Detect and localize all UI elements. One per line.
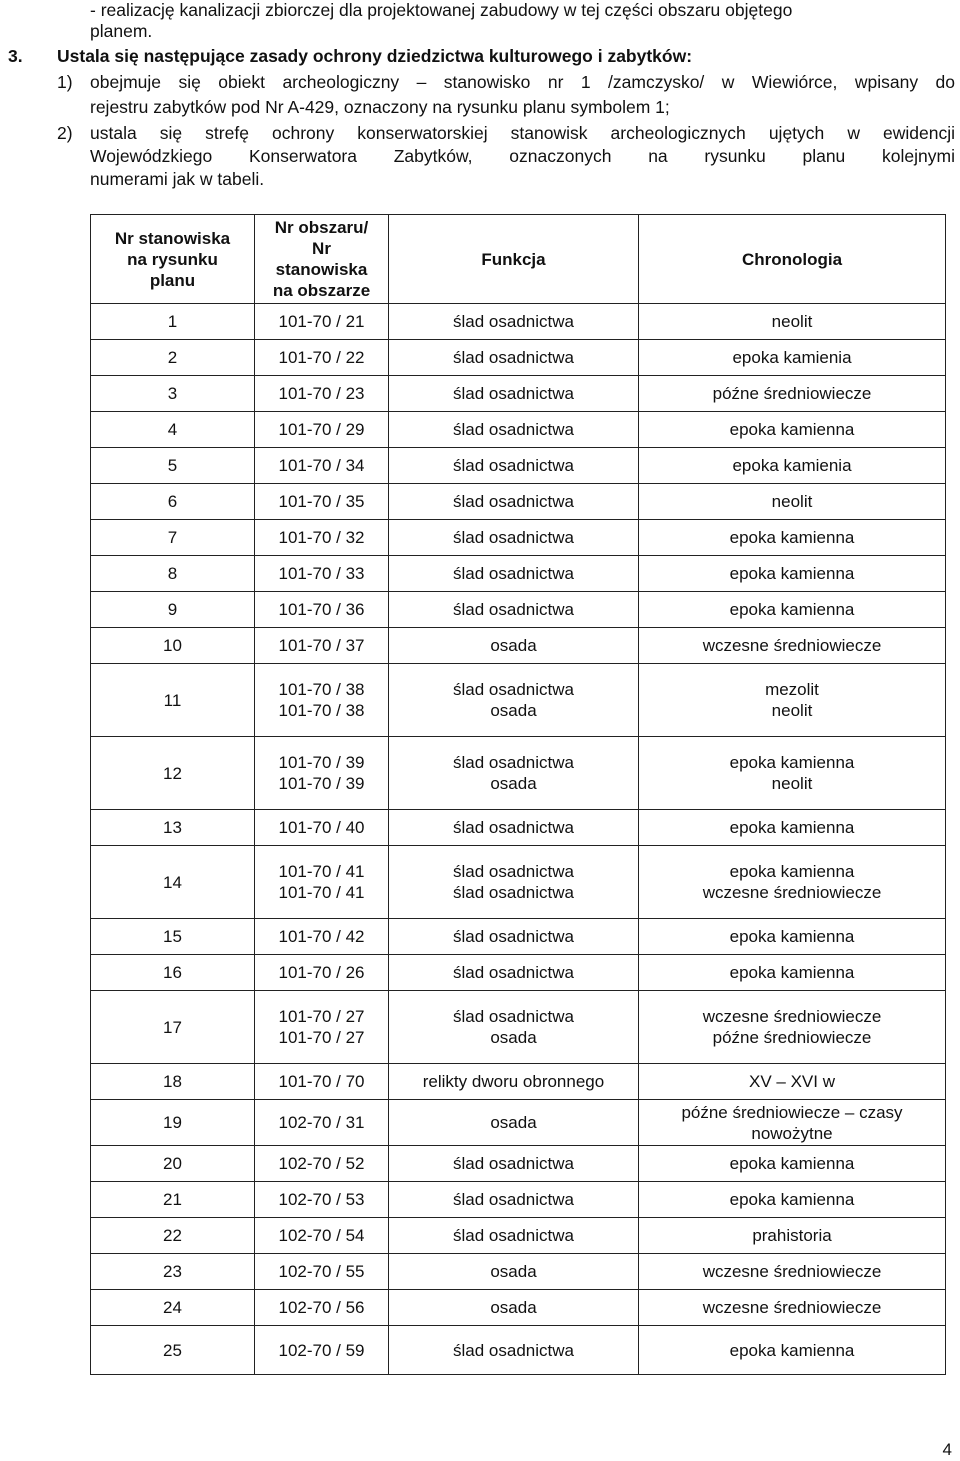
area-number-cell: 101-70 / 34 [255, 448, 389, 484]
header-area-number [255, 215, 389, 304]
chronology-cell: epoka kamienna [639, 919, 946, 955]
item-1-number: 1) [57, 72, 73, 92]
function-cell: ślad osadnictwa [389, 1182, 639, 1218]
chronology-cell: epoka kamienna [639, 1326, 946, 1375]
function-cell: ślad osadnictwa [389, 484, 639, 520]
function-cell: osada [389, 773, 639, 810]
table-row [91, 991, 946, 1028]
area-number-cell: 102-70 / 52 [255, 1146, 389, 1182]
table-row [91, 737, 946, 774]
table-row [91, 1326, 946, 1375]
function-cell: ślad osadnictwa [389, 1146, 639, 1182]
function-cell: ślad osadnictwa [389, 664, 639, 701]
site-number-cell: 19 [91, 1100, 255, 1146]
chronology-cell: późne średniowiecze [639, 376, 946, 412]
area-number-cell: 101-70 / 38 [255, 664, 389, 701]
function-cell: osada [389, 1027, 639, 1064]
table-row [91, 592, 946, 628]
intro-line-1: - realizację kanalizacji zbiorczej dla projektowanej zabudowy w tej części obszaru objętego [90, 0, 793, 20]
function-cell: osada [389, 1290, 639, 1326]
header-site-number-line: na rysunku [127, 249, 218, 269]
chronology-cell: neolit [639, 773, 946, 810]
area-number-cell: 102-70 / 53 [255, 1182, 389, 1218]
table-row [91, 1254, 946, 1290]
table-row [91, 664, 946, 701]
chronology-cell: neolit [639, 304, 946, 340]
item-1-line-2: rejestru zabytków pod Nr A-429, oznaczony na rysunku planu symbolem 1; [90, 97, 670, 117]
function-cell: ślad osadnictwa [389, 556, 639, 592]
function-cell: ślad osadnictwa [389, 304, 639, 340]
chronology-cell: epoka kamienna [639, 520, 946, 556]
site-number-cell: 3 [91, 376, 255, 412]
table-row [91, 556, 946, 592]
area-number-cell: 101-70 / 29 [255, 412, 389, 448]
site-number-cell: 2 [91, 340, 255, 376]
site-number-cell: 17 [91, 991, 255, 1064]
table-header-row [91, 215, 946, 304]
chronology-cell: epoka kamienna [639, 556, 946, 592]
chronology-cell: wczesne średniowiecze [639, 628, 946, 664]
chronology-cell: wczesne średniowiecze [639, 991, 946, 1028]
site-number-cell: 16 [91, 955, 255, 991]
header-chronology: Chronologia [639, 215, 946, 304]
area-number-cell: 101-70 / 23 [255, 376, 389, 412]
table-row [91, 1100, 946, 1146]
site-number-cell: 6 [91, 484, 255, 520]
site-number-cell: 8 [91, 556, 255, 592]
area-number-cell: 101-70 / 39 [255, 773, 389, 810]
site-number-cell: 23 [91, 1254, 255, 1290]
table-row [91, 919, 946, 955]
area-number-cell: 102-70 / 56 [255, 1290, 389, 1326]
area-number-cell: 101-70 / 35 [255, 484, 389, 520]
function-cell: ślad osadnictwa [389, 955, 639, 991]
function-cell: ślad osadnictwa [389, 412, 639, 448]
function-cell: osada [389, 700, 639, 737]
site-number-cell: 18 [91, 1064, 255, 1100]
header-site-number-line: Nr stanowiska [114, 228, 231, 248]
table-row [91, 846, 946, 883]
table-row [91, 1218, 946, 1254]
site-number-cell: 10 [91, 628, 255, 664]
area-number-cell: 101-70 / 33 [255, 556, 389, 592]
area-number-cell: 101-70 / 41 [255, 882, 389, 919]
site-number-cell: 21 [91, 1182, 255, 1218]
site-number-cell: 5 [91, 448, 255, 484]
table-row [91, 1064, 946, 1100]
function-cell: ślad osadnictwa [389, 882, 639, 919]
table-row [91, 412, 946, 448]
table-row [91, 1146, 946, 1182]
site-number-cell: 24 [91, 1290, 255, 1326]
area-number-cell: 101-70 / 40 [255, 810, 389, 846]
chronology-cell: wczesne średniowiecze [639, 1290, 946, 1326]
header-area-number-line: na obszarze [272, 281, 371, 300]
function-cell: osada [389, 1254, 639, 1290]
chronology-cell: epoka kamienna [639, 1182, 946, 1218]
table-row [91, 628, 946, 664]
area-number-cell: 102-70 / 54 [255, 1218, 389, 1254]
item-2-line-3: numerami jak w tabeli. [90, 169, 265, 189]
chronology-cell: epoka kamienna [639, 1146, 946, 1182]
table-row [91, 520, 946, 556]
chronology-cell: epoka kamienna [639, 737, 946, 774]
area-number-cell: 101-70 / 37 [255, 628, 389, 664]
header-site-number [91, 215, 255, 304]
chronology-cell: późne średniowiecze – czasy nowożytne [639, 1100, 946, 1146]
item-2-number: 2) [57, 123, 73, 143]
site-number-cell: 22 [91, 1218, 255, 1254]
table-row [91, 955, 946, 991]
chronology-cell: epoka kamienia [639, 448, 946, 484]
site-number-cell: 7 [91, 520, 255, 556]
table-row [91, 484, 946, 520]
intro-line-2: planem. [90, 21, 153, 41]
chronology-cell: epoka kamienia [639, 340, 946, 376]
chronology-cell: późne średniowiecze [639, 1027, 946, 1064]
function-cell: ślad osadnictwa [389, 340, 639, 376]
site-number-cell: 15 [91, 919, 255, 955]
site-number-cell: 9 [91, 592, 255, 628]
chronology-cell: neolit [639, 700, 946, 737]
item-1-line-1: obejmuje się obiekt archeologiczny – stanowisko nr 1 /zamczysko/ w Wiewiórce, wpisany do [90, 72, 955, 92]
function-cell: ślad osadnictwa [389, 737, 639, 774]
function-cell: ślad osadnictwa [389, 520, 639, 556]
site-number-cell: 13 [91, 810, 255, 846]
item-2-line-2: Wojewódzkiego Konserwatora Zabytków, oznaczonych na rysunku planu kolejnymi [90, 146, 955, 166]
function-cell: ślad osadnictwa [389, 1218, 639, 1254]
site-number-cell: 1 [91, 304, 255, 340]
chronology-cell: prahistoria [639, 1218, 946, 1254]
header-area-number-line: Nr obszaru/ [274, 218, 369, 237]
chronology-cell: epoka kamienna [639, 412, 946, 448]
area-number-cell: 101-70 / 26 [255, 955, 389, 991]
function-cell: osada [389, 628, 639, 664]
page-number: 4 [942, 1440, 952, 1459]
table-row [91, 376, 946, 412]
table-row [91, 1182, 946, 1218]
table-row [91, 1290, 946, 1326]
function-cell: ślad osadnictwa [389, 846, 639, 883]
area-number-cell: 101-70 / 42 [255, 919, 389, 955]
area-number-cell: 101-70 / 27 [255, 991, 389, 1028]
function-cell: ślad osadnictwa [389, 810, 639, 846]
header-function: Funkcja [389, 215, 639, 304]
site-number-cell: 11 [91, 664, 255, 737]
function-cell: ślad osadnictwa [389, 991, 639, 1028]
table-row [91, 810, 946, 846]
archaeological-sites-table [90, 214, 946, 1375]
area-number-cell: 101-70 / 32 [255, 520, 389, 556]
site-number-cell: 12 [91, 737, 255, 810]
chronology-cell: epoka kamienna [639, 955, 946, 991]
table-row [91, 340, 946, 376]
area-number-cell: 102-70 / 59 [255, 1326, 389, 1375]
function-cell: relikty dworu obronnego [389, 1064, 639, 1100]
chronology-cell: XV – XVI w [639, 1064, 946, 1100]
chronology-cell: wczesne średniowiecze [639, 1254, 946, 1290]
function-cell: ślad osadnictwa [389, 919, 639, 955]
area-number-cell: 101-70 / 21 [255, 304, 389, 340]
section-3-heading: Ustala się następujące zasady ochrony dziedzictwa kulturowego i zabytków: [57, 46, 693, 66]
section-3-number: 3. [8, 46, 23, 66]
function-cell: ślad osadnictwa [389, 376, 639, 412]
area-number-cell: 101-70 / 41 [255, 846, 389, 883]
chronology-cell: neolit [639, 484, 946, 520]
site-number-cell: 20 [91, 1146, 255, 1182]
chronology-cell: epoka kamienna [639, 592, 946, 628]
chronology-cell: epoka kamienna [639, 810, 946, 846]
area-number-cell: 101-70 / 22 [255, 340, 389, 376]
table-row [91, 448, 946, 484]
area-number-cell: 102-70 / 55 [255, 1254, 389, 1290]
area-number-cell: 101-70 / 38 [255, 700, 389, 737]
area-number-cell: 101-70 / 39 [255, 737, 389, 774]
chronology-cell: wczesne średniowiecze [639, 882, 946, 919]
function-cell: osada [389, 1100, 639, 1146]
site-number-cell: 4 [91, 412, 255, 448]
chronology-cell: epoka kamienna [639, 846, 946, 883]
function-cell: ślad osadnictwa [389, 592, 639, 628]
chronology-cell: mezolit [639, 664, 946, 701]
item-2-line-1: ustala się strefę ochrony konserwatorskiej stanowisk archeologicznych ujętych w ewidencji [90, 123, 955, 143]
header-area-number-line: stanowiska [275, 260, 368, 279]
function-cell: ślad osadnictwa [389, 448, 639, 484]
site-number-cell: 25 [91, 1326, 255, 1375]
area-number-cell: 101-70 / 70 [255, 1064, 389, 1100]
area-number-cell: 102-70 / 31 [255, 1100, 389, 1146]
area-number-cell: 101-70 / 36 [255, 592, 389, 628]
header-area-number-line: Nr [312, 239, 331, 258]
table-row [91, 304, 946, 340]
header-site-number-line: planu [149, 270, 196, 290]
area-number-cell: 101-70 / 27 [255, 1027, 389, 1064]
site-number-cell: 14 [91, 846, 255, 919]
function-cell: ślad osadnictwa [389, 1326, 639, 1375]
